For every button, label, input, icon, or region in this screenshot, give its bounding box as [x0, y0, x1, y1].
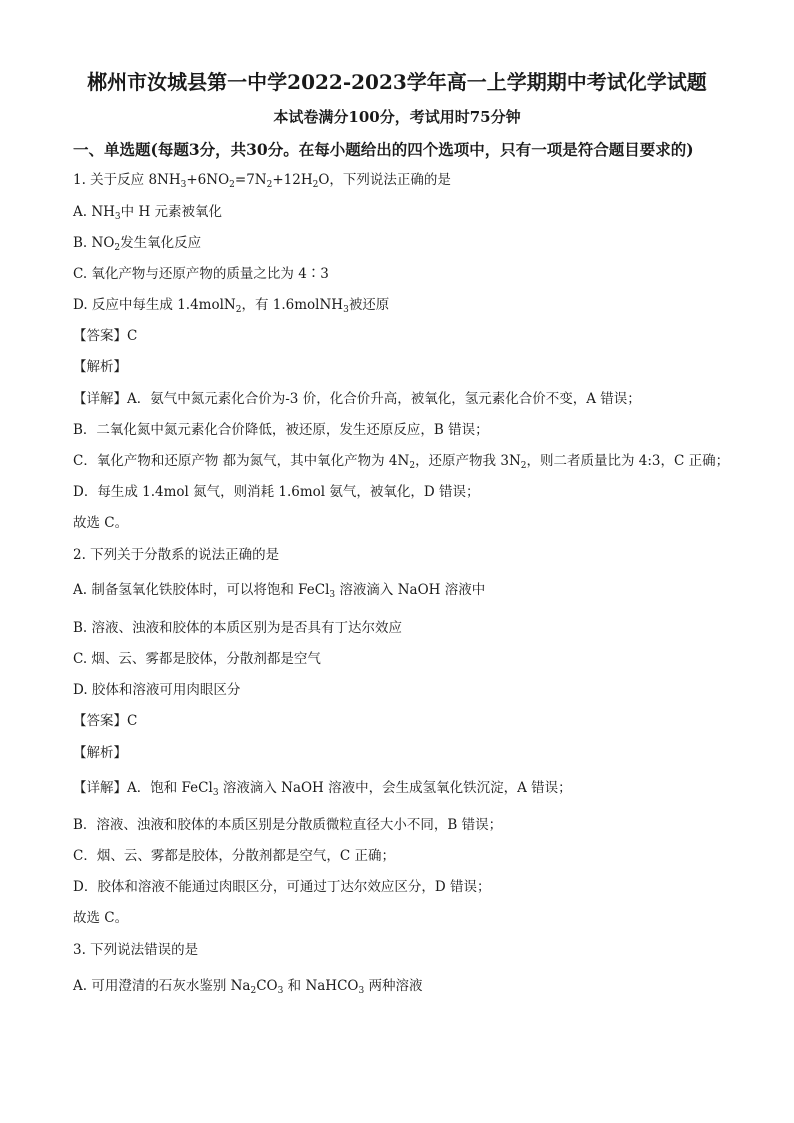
q1-analysis-label: 【解析】 — [73, 359, 127, 375]
q1-detail-d: D．每生成 1.4mol 氮气，则消耗 1.6mol 氨气，被氧化，D 错误； — [73, 484, 480, 500]
q1-option-b: B. $NO_2$发生氧化反应 — [73, 235, 202, 253]
q1-detail-b: B．二氧化氮中氮元素化合价降低，被还原，发生还原反应，B 错误； — [73, 422, 489, 438]
q1-detail-c: C．氧化产物和还原产物 都为氮气，其中氧化产物为 $4N_2$，还原产物我 $3N_2$，则二者质量比为 4:3，C 正确； — [73, 453, 730, 471]
q1-detail-a: 【详解】A．氨气中氮元素化合价为-3 价，化合价升高，被氧化，氢元素化合价不变，A 错误； — [73, 391, 641, 407]
q1-answer: 【答案】C — [73, 328, 138, 344]
q3-stem: 3. 下列说法错误的是 — [73, 942, 199, 958]
q2-analysis-label: 【解析】 — [73, 745, 127, 761]
page-title: 郴州市汝城县第一中学2022-2023学年高一上学期期中考试化学试题 — [87, 70, 707, 94]
q2-detail-c: C．烟、云、雾都是胶体，分散剂都是空气，C 正确； — [73, 848, 395, 864]
q2-option-b: B. 溶液、浊液和胶体的本质区别为是否具有丁达尔效应 — [73, 620, 403, 636]
q2-option-a: A. 制备氢氧化铁胶体时，可以将饱和 FeCl$_3$ 溶液滴入 NaOH 溶液中 — [73, 582, 486, 600]
q2-option-d: D. 胶体和溶液可用肉眼区分 — [73, 682, 241, 698]
q2-stem: 2. 下列关于分散系的说法正确的是 — [73, 547, 280, 563]
q1-option-c: C. 氧化产物与还原产物的质量之比为 4∶3 — [73, 266, 329, 282]
page-subtitle: 本试卷满分100分，考试用时75分钟 — [273, 108, 521, 126]
q1-option-d: D. 反应中每生成 1.4molN$_2$，有 1.6molNH$_3$被还原 — [73, 297, 390, 315]
q1-option-a: A. $NH_3$中 H 元素被氧化 — [73, 204, 223, 222]
q2-detail-b: B．溶液、浊液和胶体的本质区别是分散质微粒直径大小不同，B 错误； — [73, 817, 503, 833]
q2-detail-d: D．胶体和溶液不能通过肉眼区分，可通过丁达尔效应区分，D 错误； — [73, 879, 491, 895]
q1-conclusion: 故选 C。 — [73, 515, 129, 531]
q2-detail-a: 【详解】A．饱和 FeCl$_3$ 溶液滴入 NaOH 溶液中，会生成氢氧化铁沉淀，A 错误； — [73, 780, 572, 798]
q2-answer: 【答案】C — [73, 713, 138, 729]
section-heading: 一、单选题(每题3分，共30分。在每小题给出的四个选项中，只有一项是符合题目要求的) — [73, 140, 694, 159]
q2-option-c: C. 烟、云、雾都是胶体，分散剂都是空气 — [73, 651, 321, 667]
q3-option-a: A. 可用澄清的石灰水鉴别 $Na_2CO_3$ 和 NaHCO$_3$ 两种溶液 — [73, 978, 423, 996]
q1-stem: 1. 关于反应 $8NH_3+6NO_2=7N_2+12H_2O$，下列说法正确的是 — [73, 172, 451, 190]
q2-conclusion: 故选 C。 — [73, 910, 129, 926]
